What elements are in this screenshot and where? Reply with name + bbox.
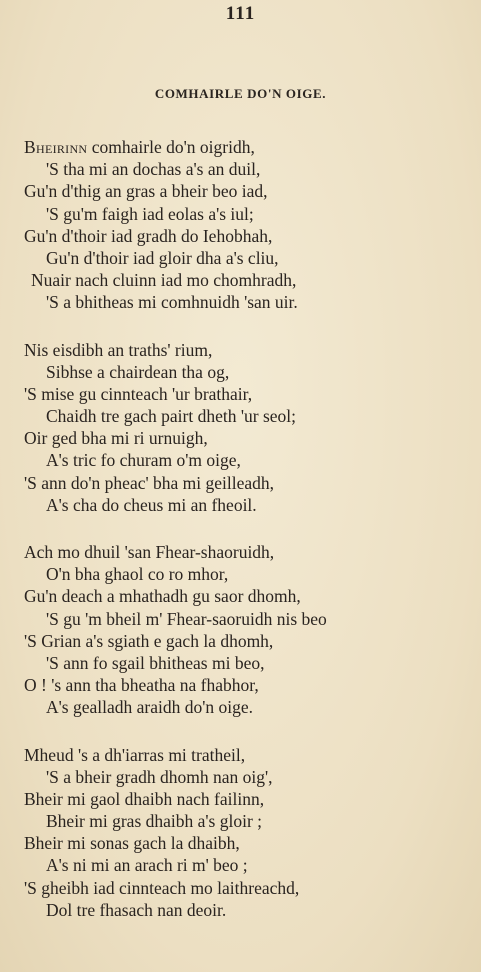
poem-line: Nis eisdibh an traths' rium,	[24, 339, 213, 360]
poem-line: 'S mise gu cinnteach 'ur brathair,	[24, 383, 253, 404]
poem-line: Chaidh tre gach pairt dheth 'ur seol;	[46, 406, 297, 427]
poem-line: Bheir mi gaol dhaibh nach failinn,	[24, 788, 265, 809]
poem-line: O ! 's ann tha bheatha na fhabhor,	[24, 675, 259, 696]
poem-line: 'S tha mi an dochas a's an duil,	[46, 159, 261, 180]
poem-line: A's cha do cheus mi an fheoil.	[46, 494, 257, 515]
poem-line: 'S Grian a's sgiath e gach la dhomh,	[24, 630, 274, 651]
poem-line: 'S gu'm faigh iad eolas a's iul;	[46, 203, 254, 224]
poem-line: Gu'n d'thoir iad gradh do Iehobhah,	[24, 225, 273, 246]
poem-line: A's tric fo churam o'm oige,	[46, 450, 241, 471]
poem-line: 'S a bheir gradh dhomh nan oig',	[46, 766, 273, 787]
poem-line: A's ni mi an arach ri m' beo ;	[46, 855, 248, 876]
poem-line: Gu'n d'thoir iad gloir dha a's cliu,	[46, 247, 279, 268]
poem-line-rest: comhairle do'n oigridh,	[87, 137, 255, 157]
stanza-2	[0, 339, 481, 517]
poem-line: Bheir mi gras dhaibh a's gloir ;	[46, 811, 263, 832]
poem-line: A's gealladh araidh do'n oige.	[46, 697, 254, 718]
stanza-3	[0, 541, 481, 719]
poem-first-word: Bheirinn	[24, 137, 88, 157]
poem-line: Sibhse a chairdean tha og,	[46, 361, 230, 382]
poem-line: Gu'n d'thig an gras a bheir beo iad,	[24, 181, 268, 202]
poem-line: Bheir mi sonas gach la dhaibh,	[24, 833, 240, 854]
poem-line: Dol tre fhasach nan deoir.	[46, 899, 227, 920]
poem-line: Nuair nach cluinn iad mo chomhradh,	[31, 270, 297, 291]
poem-line: 'S a bhitheas mi comhnuidh 'san uir.	[46, 292, 298, 313]
poem-line: 'S ann fo sgail bhitheas mi beo,	[46, 652, 265, 673]
poem-line	[0, 136, 481, 158]
poem-line: Oir ged bha mi ri urnuigh,	[24, 428, 208, 449]
poem-line: 'S gu 'm bheil m' Fhear-saoruidh nis beo	[46, 608, 327, 629]
poem-title: COMHAIRLE DO'N OIGE.	[154, 86, 327, 101]
stanza-4	[0, 744, 481, 922]
poem-line: Gu'n deach a mhathadh gu saor dhomh,	[24, 586, 301, 607]
poem	[0, 136, 481, 946]
poem-line: Mheud 's a dh'iarras mi tratheil,	[24, 744, 246, 765]
poem-line: Ach mo dhuil 'san Fhear-shaoruidh,	[24, 542, 275, 562]
stanza-1	[0, 136, 481, 314]
poem-line: O'n bha ghaol co ro mhor,	[46, 564, 229, 585]
poem-line: 'S ann do'n pheac' bha mi geilleadh,	[24, 472, 275, 493]
page-number: 111	[225, 3, 256, 24]
poem-line: 'S gheibh iad cinnteach mo laithreachd,	[24, 877, 300, 898]
